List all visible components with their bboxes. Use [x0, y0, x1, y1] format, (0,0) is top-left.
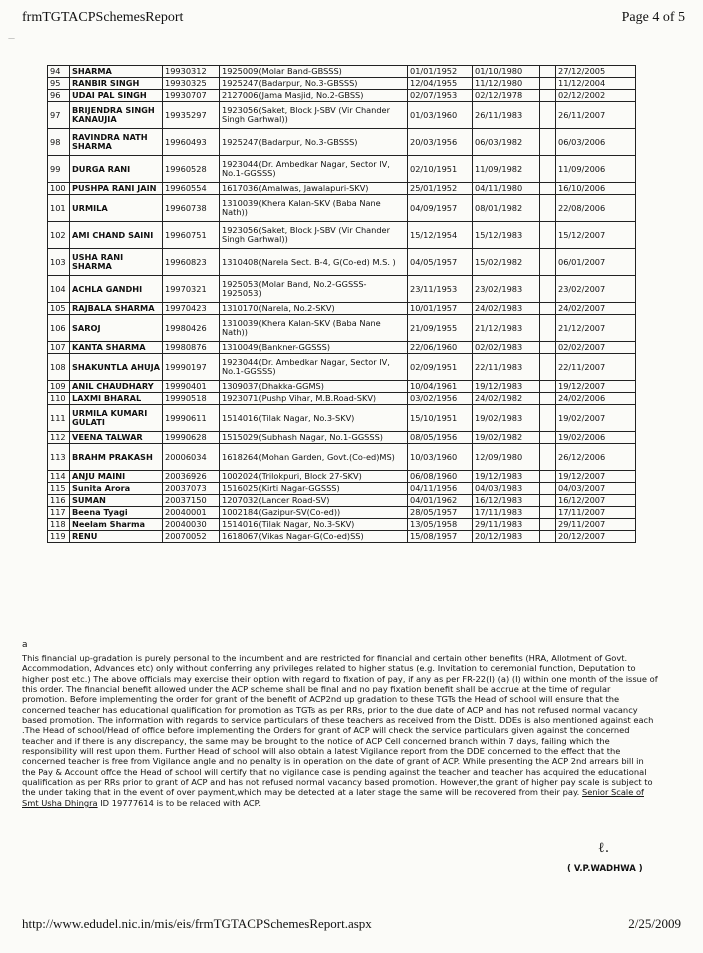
- acp-date-cell: 19/12/2007: [556, 471, 636, 483]
- employee-id-cell: 20037150: [163, 495, 220, 507]
- school-posting-cell: 1310039(Khera Kalan-SKV (Baba Nane Nath)): [220, 195, 408, 222]
- acp-date-cell: 19/02/2006: [556, 432, 636, 444]
- serial-number-cell: 94: [48, 66, 70, 78]
- school-posting-cell: 1925247(Badarpur, No.3-GBSSS): [220, 78, 408, 90]
- teacher-name-cell: RENU: [70, 531, 163, 543]
- serial-number-cell: 114: [48, 471, 70, 483]
- serial-number-cell: 110: [48, 393, 70, 405]
- teacher-name-cell: URMILA: [70, 195, 163, 222]
- spacer-cell: [540, 393, 556, 405]
- serial-number-cell: 115: [48, 483, 70, 495]
- birth-date-cell: 02/07/1953: [408, 90, 473, 102]
- school-posting-cell: 1310039(Khera Kalan-SKV (Baba Nane Nath)): [220, 315, 408, 342]
- acp-date-cell: 21/12/2007: [556, 315, 636, 342]
- teacher-name-cell: Sunita Arora: [70, 483, 163, 495]
- school-posting-cell: 1002184(Gazipur-SV(Co-ed)): [220, 507, 408, 519]
- spacer-cell: [540, 405, 556, 432]
- acp-scheme-table: [47, 65, 636, 543]
- terms-end: ID 19777614 is to be relaced with ACP.: [97, 797, 262, 808]
- teacher-name-cell: LAXMI BHARAL: [70, 393, 163, 405]
- spacer-cell: [540, 432, 556, 444]
- school-posting-cell: 1309037(Dhakka-GGMS): [220, 381, 408, 393]
- birth-date-cell: 21/09/1955: [408, 315, 473, 342]
- birth-date-cell: 04/09/1957: [408, 195, 473, 222]
- birth-date-cell: 12/04/1955: [408, 78, 473, 90]
- teacher-name-cell: Beena Tyagi: [70, 507, 163, 519]
- school-posting-cell: 1923044(Dr. Ambedkar Nagar, Sector IV, No.1-GGSSS): [220, 354, 408, 381]
- teacher-name-cell: RAJBALA SHARMA: [70, 303, 163, 315]
- serial-number-cell: 109: [48, 381, 70, 393]
- joining-date-cell: 11/09/1982: [473, 156, 540, 183]
- spacer-cell: [540, 156, 556, 183]
- signatory-name: ( V.P.WADHWA ): [567, 864, 643, 874]
- table-row: [48, 78, 636, 90]
- birth-date-cell: 04/05/1957: [408, 249, 473, 276]
- teacher-name-cell: RANBIR SINGH: [70, 78, 163, 90]
- table-row: [48, 342, 636, 354]
- serial-number-cell: 101: [48, 195, 70, 222]
- acp-date-cell: 26/11/2007: [556, 102, 636, 129]
- employee-id-cell: 19960823: [163, 249, 220, 276]
- birth-date-cell: 15/12/1954: [408, 222, 473, 249]
- teacher-name-cell: AMI CHAND SAINI: [70, 222, 163, 249]
- spacer-cell: [540, 129, 556, 156]
- joining-date-cell: 24/02/1983: [473, 303, 540, 315]
- employee-id-cell: 19990628: [163, 432, 220, 444]
- serial-number-cell: 100: [48, 183, 70, 195]
- spacer-cell: [540, 102, 556, 129]
- joining-date-cell: 20/12/1983: [473, 531, 540, 543]
- employee-id-cell: 19960528: [163, 156, 220, 183]
- terms-paragraph: [22, 653, 658, 808]
- note-label: a: [22, 640, 28, 650]
- acp-date-cell: 16/10/2006: [556, 183, 636, 195]
- birth-date-cell: 15/10/1951: [408, 405, 473, 432]
- teacher-name-cell: VEENA TALWAR: [70, 432, 163, 444]
- corner-mark: —: [8, 34, 15, 42]
- joining-date-cell: 02/12/1978: [473, 90, 540, 102]
- table-row: [48, 156, 636, 183]
- table-row: [48, 432, 636, 444]
- spacer-cell: [540, 90, 556, 102]
- serial-number-cell: 106: [48, 315, 70, 342]
- acp-date-cell: 22/08/2006: [556, 195, 636, 222]
- spacer-cell: [540, 342, 556, 354]
- table-row: [48, 495, 636, 507]
- table-row: [48, 381, 636, 393]
- employee-id-cell: 19970423: [163, 303, 220, 315]
- acp-date-cell: 22/11/2007: [556, 354, 636, 381]
- school-posting-cell: 1923071(Pushp Vihar, M.B.Road-SKV): [220, 393, 408, 405]
- table-row: [48, 276, 636, 303]
- birth-date-cell: 03/02/1956: [408, 393, 473, 405]
- serial-number-cell: 102: [48, 222, 70, 249]
- employee-id-cell: 19980876: [163, 342, 220, 354]
- acp-date-cell: 02/02/2007: [556, 342, 636, 354]
- school-posting-cell: 2127006(Jama Masjid, No.2-GBSS): [220, 90, 408, 102]
- joining-date-cell: 21/12/1983: [473, 315, 540, 342]
- employee-id-cell: 19960738: [163, 195, 220, 222]
- acp-date-cell: 29/11/2007: [556, 519, 636, 531]
- joining-date-cell: 26/11/1983: [473, 102, 540, 129]
- spacer-cell: [540, 354, 556, 381]
- acp-date-cell: 26/12/2006: [556, 444, 636, 471]
- joining-date-cell: 08/01/1982: [473, 195, 540, 222]
- school-posting-cell: 1310049(Bankner-GGSSS): [220, 342, 408, 354]
- employee-id-cell: 19960554: [163, 183, 220, 195]
- employee-id-cell: 19930312: [163, 66, 220, 78]
- employee-id-cell: 20036926: [163, 471, 220, 483]
- acp-date-cell: 06/01/2007: [556, 249, 636, 276]
- acp-date-cell: 11/12/2004: [556, 78, 636, 90]
- spacer-cell: [540, 315, 556, 342]
- birth-date-cell: 08/05/1956: [408, 432, 473, 444]
- acp-date-cell: 19/02/2007: [556, 405, 636, 432]
- school-posting-cell: 1925247(Badarpur, No.3-GBSSS): [220, 129, 408, 156]
- employee-id-cell: 19930707: [163, 90, 220, 102]
- teacher-name-cell: BRAHM PRAKASH: [70, 444, 163, 471]
- acp-date-cell: 15/12/2007: [556, 222, 636, 249]
- joining-date-cell: 04/03/1983: [473, 483, 540, 495]
- serial-number-cell: 103: [48, 249, 70, 276]
- birth-date-cell: 02/09/1951: [408, 354, 473, 381]
- birth-date-cell: 28/05/1957: [408, 507, 473, 519]
- birth-date-cell: 20/03/1956: [408, 129, 473, 156]
- acp-date-cell: 19/12/2007: [556, 381, 636, 393]
- acp-date-cell: 24/02/2006: [556, 393, 636, 405]
- serial-number-cell: 104: [48, 276, 70, 303]
- school-posting-cell: 1207032(Lancer Road-SV): [220, 495, 408, 507]
- footer-url: http://www.edudel.nic.in/mis/eis/frmTGTACPSchemesReport.aspx: [22, 916, 372, 931]
- spacer-cell: [540, 381, 556, 393]
- joining-date-cell: 17/11/1983: [473, 507, 540, 519]
- spacer-cell: [540, 66, 556, 78]
- school-posting-cell: 1617036(Amalwas, Jawalapuri-SKV): [220, 183, 408, 195]
- employee-id-cell: 20040001: [163, 507, 220, 519]
- table-row: [48, 222, 636, 249]
- birth-date-cell: 04/01/1962: [408, 495, 473, 507]
- employee-id-cell: 19990518: [163, 393, 220, 405]
- school-posting-cell: 1002024(Trilokpuri, Block 27-SKV): [220, 471, 408, 483]
- table-row: [48, 507, 636, 519]
- table-row: [48, 66, 636, 78]
- spacer-cell: [540, 471, 556, 483]
- teacher-name-cell: ANIL CHAUDHARY: [70, 381, 163, 393]
- joining-date-cell: 22/11/1983: [473, 354, 540, 381]
- teacher-name-cell: SHAKUNTLA AHUJA: [70, 354, 163, 381]
- spacer-cell: [540, 222, 556, 249]
- acp-date-cell: 24/02/2007: [556, 303, 636, 315]
- joining-date-cell: 04/11/1980: [473, 183, 540, 195]
- acp-date-cell: 27/12/2005: [556, 66, 636, 78]
- terms-underlined: Senior Scale of Smt Usha Dhingra: [22, 787, 644, 808]
- birth-date-cell: 10/04/1961: [408, 381, 473, 393]
- table-row: [48, 90, 636, 102]
- teacher-name-cell: SUMAN: [70, 495, 163, 507]
- joining-date-cell: 19/12/1983: [473, 471, 540, 483]
- serial-number-cell: 108: [48, 354, 70, 381]
- joining-date-cell: 06/03/1982: [473, 129, 540, 156]
- spacer-cell: [540, 276, 556, 303]
- spacer-cell: [540, 183, 556, 195]
- serial-number-cell: 96: [48, 90, 70, 102]
- employee-id-cell: 19990401: [163, 381, 220, 393]
- table-row: [48, 531, 636, 543]
- table-row: [48, 519, 636, 531]
- school-posting-cell: 1923056(Saket, Block J-SBV (Vir Chander Singh Garhwal)): [220, 222, 408, 249]
- serial-number-cell: 107: [48, 342, 70, 354]
- serial-number-cell: 95: [48, 78, 70, 90]
- school-posting-cell: 1310408(Narela Sect. B-4, G(Co-ed) M.S. ): [220, 249, 408, 276]
- employee-id-cell: 19970321: [163, 276, 220, 303]
- serial-number-cell: 99: [48, 156, 70, 183]
- joining-date-cell: 15/02/1982: [473, 249, 540, 276]
- employee-id-cell: 19960751: [163, 222, 220, 249]
- employee-id-cell: 19980426: [163, 315, 220, 342]
- teacher-name-cell: Neelam Sharma: [70, 519, 163, 531]
- employee-id-cell: 20040030: [163, 519, 220, 531]
- birth-date-cell: 10/03/1960: [408, 444, 473, 471]
- birth-date-cell: 01/03/1960: [408, 102, 473, 129]
- teacher-name-cell: UDAI PAL SINGH: [70, 90, 163, 102]
- teacher-name-cell: RAVINDRA NATH SHARMA: [70, 129, 163, 156]
- joining-date-cell: 19/02/1983: [473, 405, 540, 432]
- page-number: Page 4 of 5: [621, 10, 685, 25]
- terms-body: This financial up-gradation is purely personal to the incumbent and are restricted for financial and certain other benefits (HRA, Allotment of Govt. Accommodation, Advances etc) only without conferring any privileges related to higher status (e.g. Invitation to ceremonial function, Deputation to higher post etc.) The above officials may exercise their option with regard to fixation of pay, if any as per FR-22(I) (a) (I) within one month of the issue of this order. The financial benefit allowed under the ACP scheme shall be final and no pay fixation benefit shall be accrue at the time of regular promotion. Before implementing the order for grant of the benefit of ACP2nd up gradation to these TGTs the Head of school will ensure that the concerned teacher has educational qualification for promotion as TGTs as per RRs, prior to the due date of ACP and has not refused normal vacancy based promotion. The information with regards to service particulars of these teachers as received from the Distt. DDEs is also mentioned against each .The Head of school/Head of office before implementing the Orders for grant of ACP will check the service particulars given against the concerned teacher and if there is any discrepancy, the same may be brought to the notice of ACP Cell concerned branch within 7 days, failing which the responsibility will rest upon them. Further Head of school will also obtain a latest Vigilance report from the DDE concerned to the effect that the concerned teacher is free from Vigilance angle and no penalty is in operation on the date of grant of ACP. While presenting the ACP 2nd arrears bill in the Pay & Account offce the Head of school will certify that no vigilance case is pending against the teacher and teacher has acquired the educational qualification as per RRs prior to grant of ACP and has not refused normal vacancy based promotion. However,the grant of higher pay scale is subject to the under taking that in the event of over payment,which may be detected at a later stage the same will be recovered from their pay.: [22, 653, 658, 798]
- acp-date-cell: 20/12/2007: [556, 531, 636, 543]
- table-row: [48, 303, 636, 315]
- table-row: [48, 471, 636, 483]
- spacer-cell: [540, 495, 556, 507]
- school-posting-cell: 1923056(Saket, Block J-SBV (Vir Chander Singh Garhwal)): [220, 102, 408, 129]
- acp-date-cell: 06/03/2006: [556, 129, 636, 156]
- employee-id-cell: 19960493: [163, 129, 220, 156]
- acp-date-cell: 04/03/2007: [556, 483, 636, 495]
- footer-date: 2/25/2009: [628, 916, 681, 931]
- spacer-cell: [540, 531, 556, 543]
- employee-id-cell: 20006034: [163, 444, 220, 471]
- teacher-name-cell: PUSHPA RANI JAIN: [70, 183, 163, 195]
- employee-id-cell: 20070052: [163, 531, 220, 543]
- joining-date-cell: 16/12/1983: [473, 495, 540, 507]
- spacer-cell: [540, 195, 556, 222]
- school-posting-cell: 1514016(Tilak Nagar, No.3-SKV): [220, 405, 408, 432]
- birth-date-cell: 22/06/1960: [408, 342, 473, 354]
- birth-date-cell: 02/10/1951: [408, 156, 473, 183]
- birth-date-cell: 06/08/1960: [408, 471, 473, 483]
- joining-date-cell: 19/02/1982: [473, 432, 540, 444]
- teacher-name-cell: ANJU MAINI: [70, 471, 163, 483]
- table-row: [48, 315, 636, 342]
- teacher-name-cell: KANTA SHARMA: [70, 342, 163, 354]
- school-posting-cell: 1514016(Tilak Nagar, No.3-SKV): [220, 519, 408, 531]
- table-row: [48, 195, 636, 222]
- serial-number-cell: 111: [48, 405, 70, 432]
- teacher-name-cell: BRIJENDRA SINGH KANAUJIA: [70, 102, 163, 129]
- school-posting-cell: 1618067(Vikas Nagar-G(Co-ed)SS): [220, 531, 408, 543]
- serial-number-cell: 119: [48, 531, 70, 543]
- employee-id-cell: 19930325: [163, 78, 220, 90]
- acp-date-cell: 17/11/2007: [556, 507, 636, 519]
- serial-number-cell: 112: [48, 432, 70, 444]
- joining-date-cell: 23/02/1983: [473, 276, 540, 303]
- employee-id-cell: 19935297: [163, 102, 220, 129]
- table-row: [48, 444, 636, 471]
- spacer-cell: [540, 483, 556, 495]
- school-posting-cell: 1923044(Dr. Ambedkar Nagar, Sector IV, No.1-GGSSS): [220, 156, 408, 183]
- birth-date-cell: 10/01/1957: [408, 303, 473, 315]
- birth-date-cell: 13/05/1958: [408, 519, 473, 531]
- joining-date-cell: 01/10/1980: [473, 66, 540, 78]
- teacher-name-cell: DURGA RANI: [70, 156, 163, 183]
- table-row: [48, 354, 636, 381]
- table-row: [48, 102, 636, 129]
- joining-date-cell: 11/12/1980: [473, 78, 540, 90]
- joining-date-cell: 15/12/1983: [473, 222, 540, 249]
- spacer-cell: [540, 519, 556, 531]
- serial-number-cell: 116: [48, 495, 70, 507]
- employee-id-cell: 19990197: [163, 354, 220, 381]
- school-posting-cell: 1925009(Molar Band-GBSSS): [220, 66, 408, 78]
- school-posting-cell: 1618264(Mohan Garden, Govt.(Co-ed)MS): [220, 444, 408, 471]
- serial-number-cell: 113: [48, 444, 70, 471]
- teacher-name-cell: SHARMA: [70, 66, 163, 78]
- joining-date-cell: 19/12/1983: [473, 381, 540, 393]
- table-row: [48, 129, 636, 156]
- school-posting-cell: 1925053(Molar Band, No.2-GGSSS-1925053): [220, 276, 408, 303]
- employee-id-cell: 20037073: [163, 483, 220, 495]
- birth-date-cell: 04/11/1956: [408, 483, 473, 495]
- school-posting-cell: 1310170(Narela, No.2-SKV): [220, 303, 408, 315]
- acp-date-cell: 02/12/2002: [556, 90, 636, 102]
- school-posting-cell: 1516025(Kirti Nagar-GGSSS): [220, 483, 408, 495]
- spacer-cell: [540, 303, 556, 315]
- joining-date-cell: 24/02/1982: [473, 393, 540, 405]
- serial-number-cell: 117: [48, 507, 70, 519]
- spacer-cell: [540, 444, 556, 471]
- employee-id-cell: 19990611: [163, 405, 220, 432]
- teacher-name-cell: ACHLA GANDHI: [70, 276, 163, 303]
- spacer-cell: [540, 249, 556, 276]
- serial-number-cell: 118: [48, 519, 70, 531]
- table-row: [48, 249, 636, 276]
- joining-date-cell: 12/09/1980: [473, 444, 540, 471]
- spacer-cell: [540, 78, 556, 90]
- acp-date-cell: 11/09/2006: [556, 156, 636, 183]
- teacher-name-cell: SAROJ: [70, 315, 163, 342]
- table-row: [48, 483, 636, 495]
- acp-date-cell: 23/02/2007: [556, 276, 636, 303]
- serial-number-cell: 105: [48, 303, 70, 315]
- birth-date-cell: 25/01/1952: [408, 183, 473, 195]
- joining-date-cell: 29/11/1983: [473, 519, 540, 531]
- report-title: frmTGTACPSchemesReport: [22, 10, 184, 25]
- signature-mark: ℓ.: [598, 840, 610, 856]
- joining-date-cell: 02/02/1983: [473, 342, 540, 354]
- school-posting-cell: 1515029(Subhash Nagar, No.1-GGSSS): [220, 432, 408, 444]
- birth-date-cell: 23/11/1953: [408, 276, 473, 303]
- birth-date-cell: 01/01/1952: [408, 66, 473, 78]
- spacer-cell: [540, 507, 556, 519]
- table-row: [48, 405, 636, 432]
- acp-date-cell: 16/12/2007: [556, 495, 636, 507]
- teacher-name-cell: USHA RANI SHARMA: [70, 249, 163, 276]
- birth-date-cell: 15/08/1957: [408, 531, 473, 543]
- table-row: [48, 393, 636, 405]
- serial-number-cell: 97: [48, 102, 70, 129]
- table-row: [48, 183, 636, 195]
- serial-number-cell: 98: [48, 129, 70, 156]
- teacher-name-cell: URMILA KUMARI GULATI: [70, 405, 163, 432]
